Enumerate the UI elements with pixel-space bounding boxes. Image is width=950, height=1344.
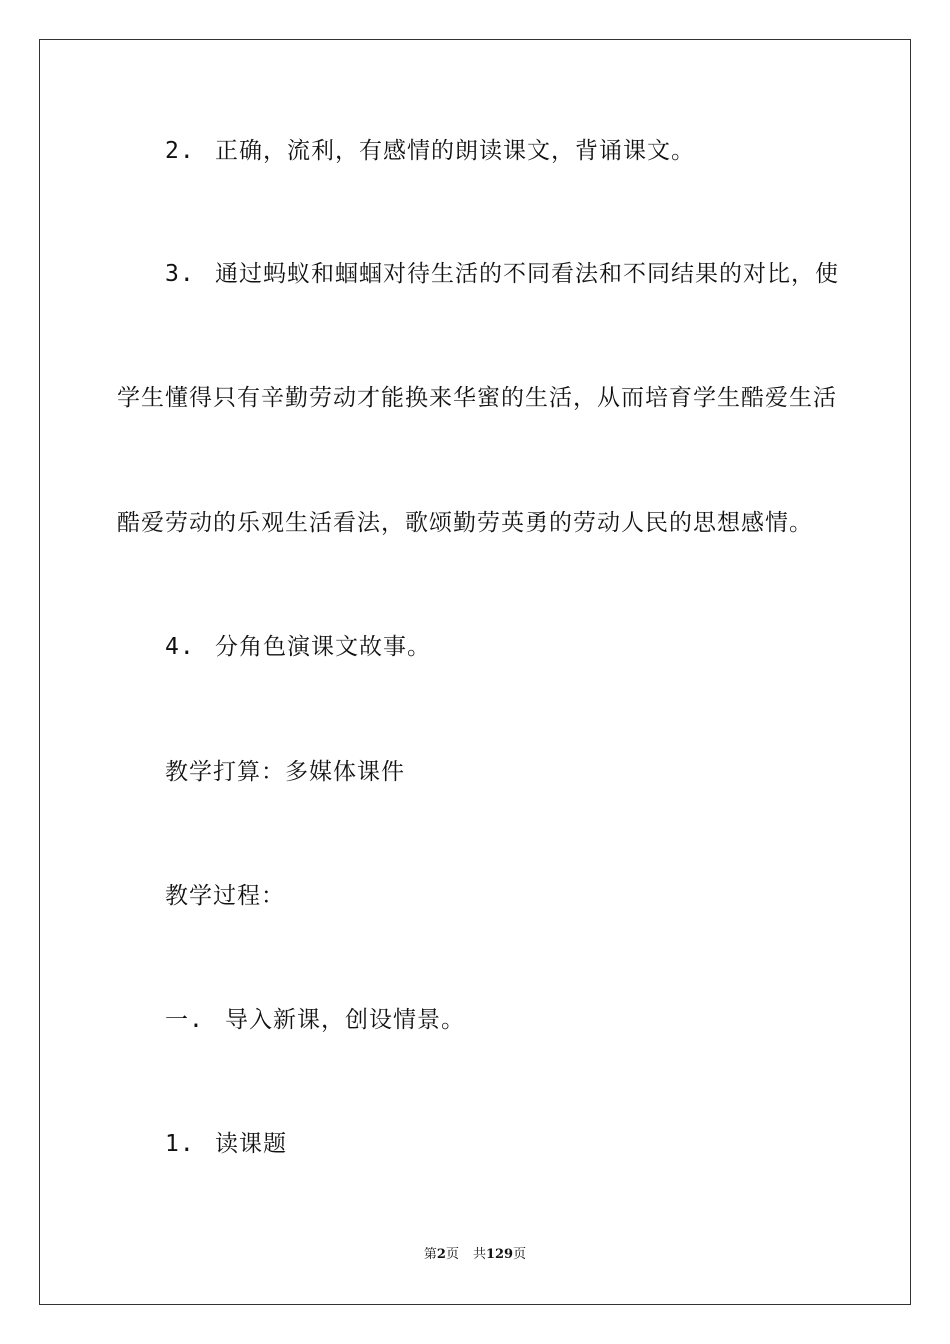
item-3-line-1 [165,259,839,289]
item-2-number: 2. [165,138,195,164]
footer-page-suffix: 页 [445,1247,459,1262]
footer-page-prefix: 第 [423,1247,437,1262]
item-4-text: 分角色演课文故事。 [215,634,431,660]
step-1 [165,1129,287,1159]
item-3-text-1: 通过蚂蚁和蝈蝈对待生活的不同看法和不同结果的对比，使 [215,261,839,287]
section-1-text: 导入新课，创设情景。 [225,1007,465,1033]
step-1-text: 读课题 [215,1131,287,1157]
footer-total-prefix: 共 [472,1247,486,1262]
page-border [39,39,911,1305]
item-3-number: 3. [165,261,195,287]
footer-page-number: 2 [436,1247,446,1262]
page-footer [0,1246,950,1264]
footer-total-number: 129 [485,1247,514,1262]
item-2 [165,136,695,166]
section-1 [165,1005,465,1035]
item-4 [165,632,431,662]
teaching-process: 教学过程： [165,883,285,909]
footer-total-suffix: 页 [513,1247,527,1262]
step-1-number: 1. [165,1131,195,1157]
item-3-line-2: 学生懂得只有辛勤劳动才能换来华蜜的生活，从而培育学生酷爱生活 [117,385,837,411]
section-1-number: 一. [165,1007,204,1033]
item-4-number: 4. [165,634,195,660]
item-2-text: 正确，流利，有感情的朗读课文，背诵课文。 [215,138,695,164]
item-3-line-3: 酷爱劳动的乐观生活看法，歌颂勤劳英勇的劳动人民的思想感情。 [117,510,813,536]
teaching-prep: 教学打算：多媒体课件 [165,759,405,785]
